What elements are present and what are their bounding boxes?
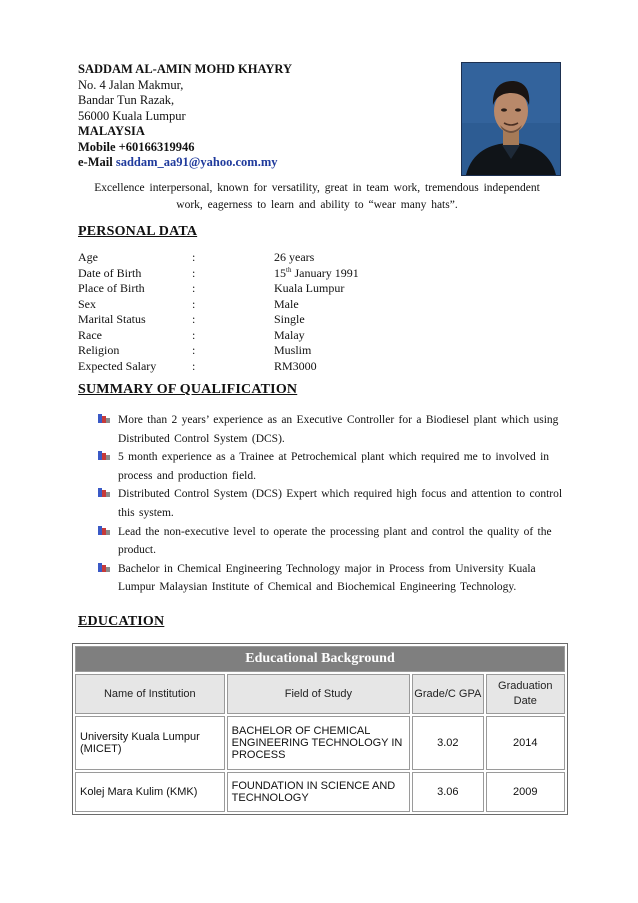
cell-field: FOUNDATION IN SCIENCE AND TECHNOLOGY: [227, 772, 411, 812]
pd-value-dob: 15th January 1991: [274, 265, 359, 280]
career-objective: Excellence interpersonal, known for versatility, great in team work, tremendous independent work, eagerness to learn and ability to “wear many hats”.: [94, 182, 540, 211]
pd-row-age: [78, 250, 359, 266]
personal-data-heading: PERSONAL DATA: [78, 224, 198, 239]
mobile-number: Mobile +60166319946: [78, 139, 195, 154]
contact-block: [78, 62, 292, 171]
pd-value: Male: [274, 296, 299, 311]
pd-row-place-of-birth: [78, 281, 359, 297]
pd-row-race: [78, 328, 359, 344]
pd-label: Race: [78, 327, 102, 342]
column-header-field: Field of Study: [227, 674, 411, 714]
address-line-1: No. 4 Jalan Makmur,: [78, 77, 184, 92]
summary-item: [98, 560, 568, 597]
pd-separator: :: [192, 358, 196, 373]
summary-item: [98, 523, 568, 560]
cell-date: 2009: [486, 772, 566, 812]
pd-row-date-of-birth: [78, 266, 359, 282]
pd-separator: :: [192, 250, 196, 264]
pd-label: Religion: [78, 343, 120, 357]
education-table: [72, 643, 568, 815]
pd-row-marital-status: [78, 312, 359, 328]
book-stack-bullet-icon: [98, 487, 110, 498]
personal-data-list: [78, 250, 359, 374]
pd-value: RM3000: [274, 358, 317, 373]
pd-separator: :: [192, 343, 196, 357]
country: MALAYSIA: [78, 124, 145, 138]
table-header-row: [75, 674, 565, 714]
cell-field: BACHELOR OF CHEMICAL ENGINEERING TECHNOLOGY IN PROCESS: [227, 716, 411, 770]
education-heading: EDUCATION: [78, 614, 165, 629]
book-stack-bullet-icon: [98, 413, 110, 424]
pd-value: Malay: [274, 327, 305, 342]
address-line-3: 56000 Kuala Lumpur: [78, 108, 186, 123]
book-stack-bullet-icon: [98, 450, 110, 461]
summary-heading: SUMMARY OF QUALIFICATION: [78, 382, 298, 397]
cell-gpa: 3.02: [412, 716, 483, 770]
cell-date: 2014: [486, 716, 566, 770]
summary-item: [98, 448, 568, 485]
column-header-gpa: Grade/C GPA: [412, 674, 483, 714]
cell-institution: University Kuala Lumpur (MICET): [75, 716, 225, 770]
book-stack-bullet-icon: [98, 525, 110, 536]
pd-label: Marital Status: [78, 312, 146, 326]
pd-row-religion: [78, 343, 359, 359]
column-header-institution: Name of Institution: [75, 674, 225, 714]
pd-label: Age: [78, 250, 98, 264]
pd-row-sex: [78, 297, 359, 313]
summary-item-text: 5 month experience as a Trainee at Petrochemical plant which required me to involved in process and production field.: [118, 451, 550, 482]
cell-institution: Kolej Mara Kulim (KMK): [75, 772, 225, 812]
pd-value: Single: [274, 312, 305, 326]
pd-value: Kuala Lumpur: [274, 281, 345, 295]
pd-label: Date of Birth: [78, 265, 142, 280]
pd-separator: :: [192, 327, 196, 342]
email-link[interactable]: saddam_aa91@yahoo.com.my: [115, 155, 278, 169]
email-label: e-Mail: [78, 155, 113, 169]
pd-label: Place of Birth: [78, 281, 145, 295]
pd-value: Muslim: [274, 343, 312, 357]
profile-photo: [461, 62, 561, 176]
pd-separator: :: [192, 312, 196, 326]
profile-photo-image: [462, 63, 560, 175]
pd-separator: :: [192, 265, 196, 280]
summary-item-text: Distributed Control System (DCS) Expert which required high focus and attention to control this system.: [118, 488, 563, 519]
pd-separator: :: [192, 281, 196, 295]
pd-separator: :: [192, 296, 196, 311]
pd-value: 26 years: [274, 250, 315, 264]
summary-item-text: Bachelor in Chemical Engineering Technology major in Process from University Kuala Lumpur Malaysian Institute of Chemical and Biochemical Engineering Technology.: [118, 562, 536, 594]
summary-item-text: Lead the non-executive level to operate the processing plant and control the quality of the product.: [118, 525, 552, 557]
column-header-date: Graduation Date: [486, 674, 566, 714]
summary-list: [98, 411, 568, 597]
pd-label: Sex: [78, 296, 96, 311]
table-row: [75, 772, 565, 812]
summary-item: [98, 411, 568, 448]
cell-gpa: 3.06: [412, 772, 483, 812]
address-line-2: Bandar Tun Razak,: [78, 93, 175, 107]
summary-item-text: More than 2 years’ experience as an Executive Controller for a Biodiesel plant which using Distributed Control System (DCS).: [118, 414, 559, 445]
applicant-name: SADDAM AL-AMIN MOHD KHAYRY: [78, 62, 293, 76]
pd-label: Expected Salary: [78, 358, 157, 373]
table-row: [75, 716, 565, 770]
pd-row-expected-salary: [78, 359, 359, 375]
table-title: Educational Background: [75, 646, 565, 672]
summary-item: [98, 485, 568, 522]
book-stack-bullet-icon: [98, 562, 110, 573]
